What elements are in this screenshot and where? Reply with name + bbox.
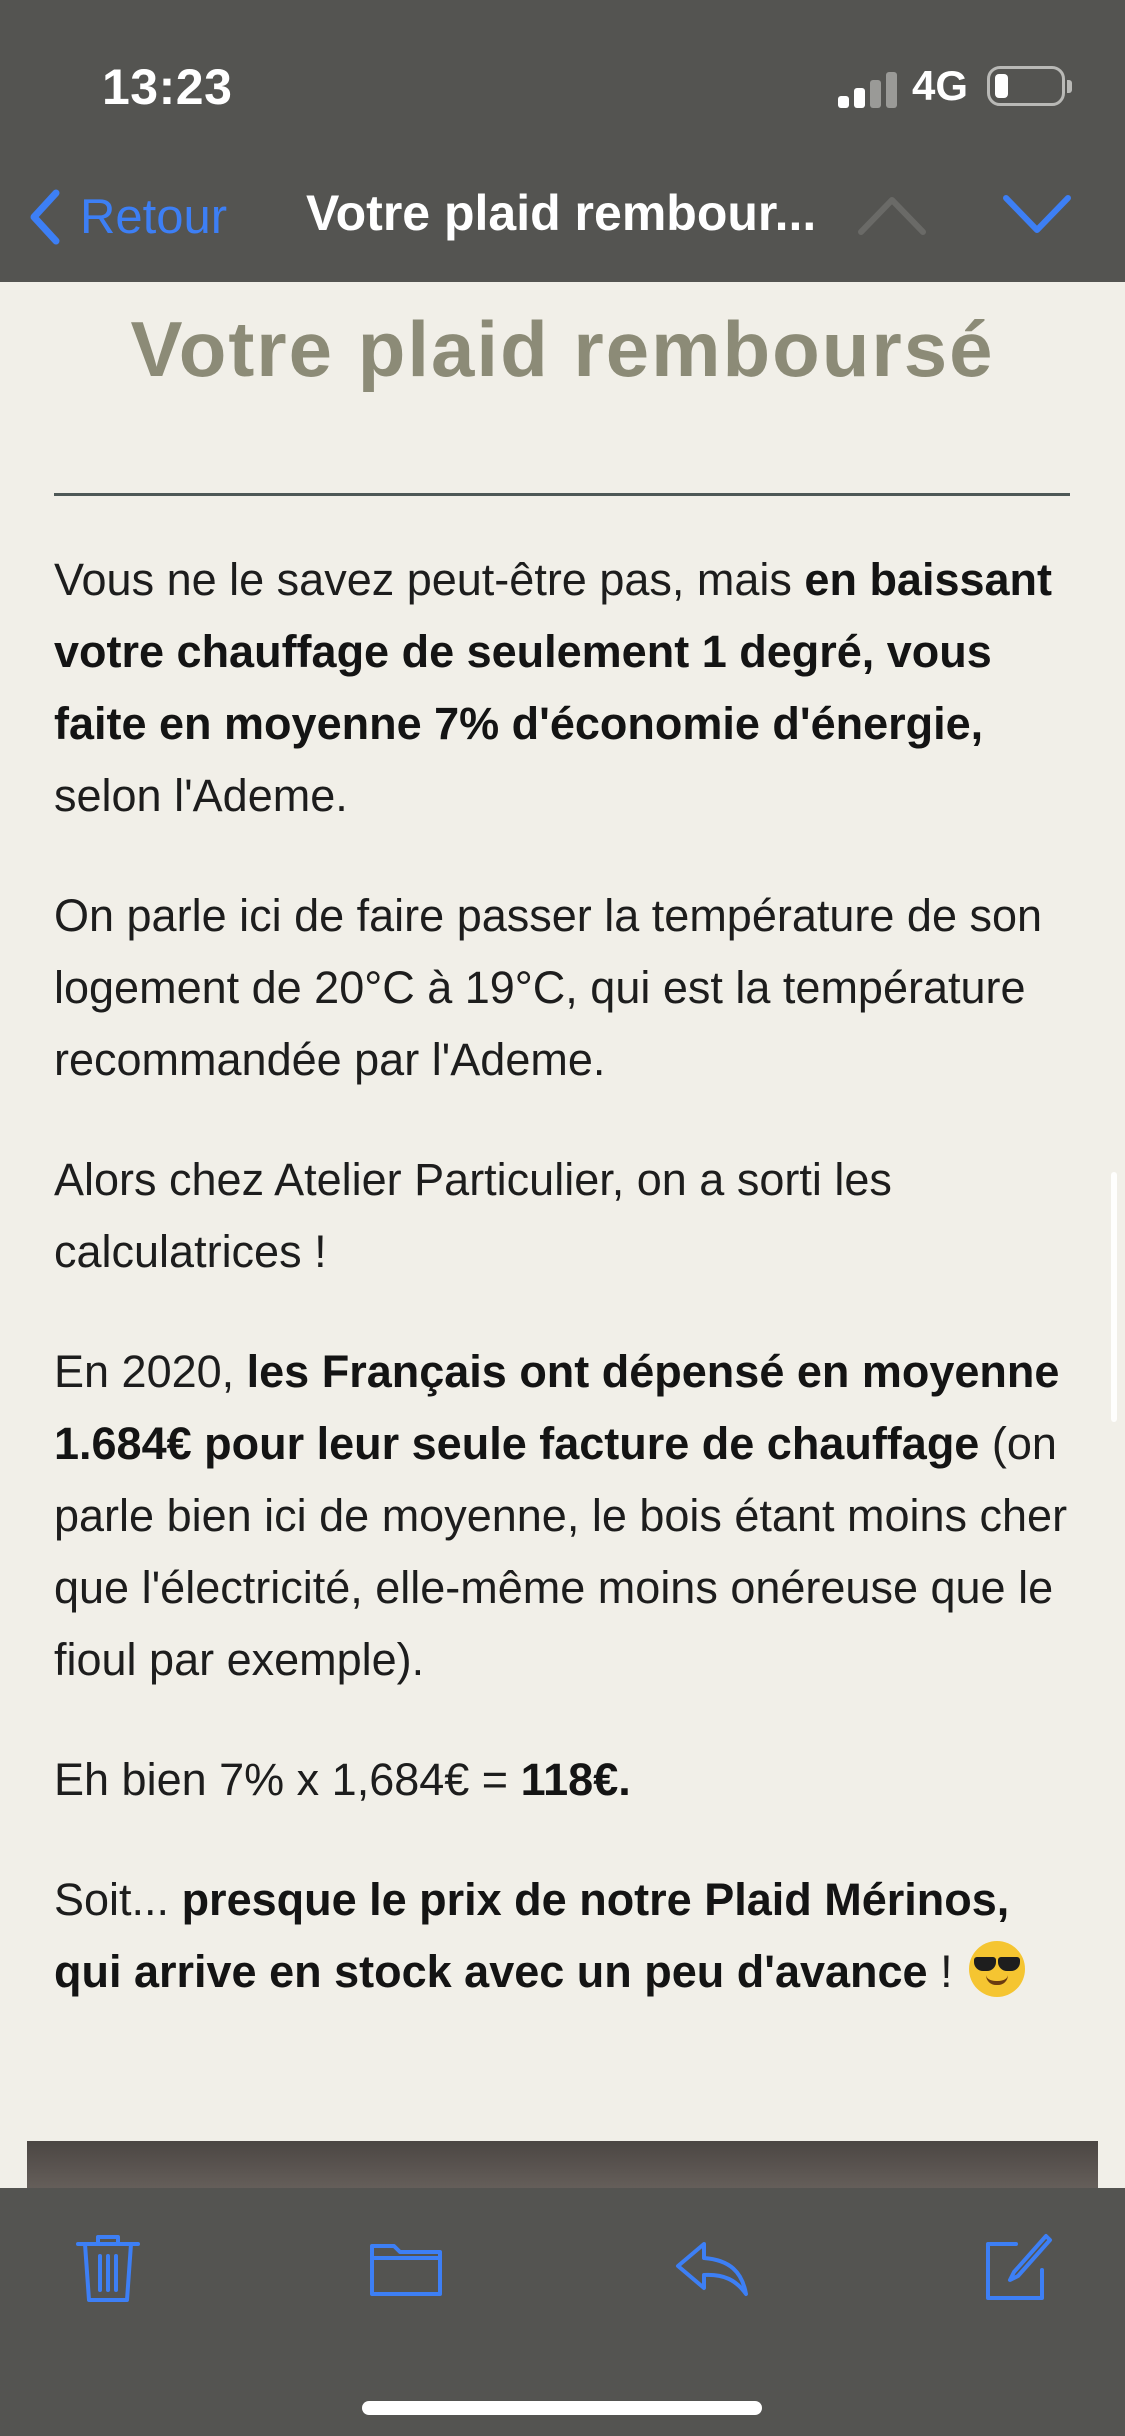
divider	[54, 493, 1070, 496]
trash-icon[interactable]	[68, 2228, 148, 2308]
scroll-indicator[interactable]	[1111, 1172, 1117, 1422]
paragraph-4: En 2020, les Français ont dépensé en moyenne 1.684€ pour leur seule facture de chauffage (on parle bien ici de moyenne, le bois étant moins cher que l'électricité, elle-même moins onéreuse que le fioul par exemple).	[54, 1346, 1068, 1685]
paragraph-5: Eh bien 7% x 1,684€ = 118€.	[54, 1754, 631, 1805]
back-button[interactable]	[26, 182, 227, 252]
product-image	[27, 2141, 1098, 2188]
back-label: Retour	[80, 190, 228, 244]
compose-icon[interactable]	[976, 2228, 1056, 2308]
network-type: 4G	[912, 62, 969, 109]
reply-icon[interactable]	[672, 2228, 752, 2308]
top-bar	[0, 0, 1125, 282]
paragraph-3: Alors chez Atelier Particulier, on a sorti les calculatrices !	[54, 1154, 892, 1277]
bottom-toolbar	[0, 2188, 1125, 2436]
previous-message-button[interactable]	[855, 190, 929, 238]
paragraph-6: Soit... presque le prix de notre Plaid Mérinos, qui arrive en stock avec un peu d'avance !	[54, 1864, 1084, 2008]
folder-icon[interactable]	[366, 2228, 446, 2308]
status-time: 13:23	[102, 59, 233, 115]
email-title: Votre plaid remboursé	[130, 305, 995, 393]
email-subject: Votre plaid rembour...	[306, 185, 817, 241]
paragraph-2: On parle ici de faire passer la température de son logement de 20°C à 19°C, qui est la température recommandée par l'Ademe.	[54, 890, 1043, 1085]
paragraph-1: Vous ne le savez peut-être pas, mais en baissant votre chauffage de seulement 1 degré, vous faite en moyenne 7% d'économie d'énergie, selon l'Ademe.	[54, 554, 1053, 821]
cellular-signal-icon	[838, 72, 900, 108]
chevron-left-icon	[26, 187, 62, 247]
next-message-button[interactable]	[1000, 190, 1074, 238]
sunglasses-emoji-icon	[969, 1941, 1025, 1997]
home-indicator[interactable]	[362, 2401, 762, 2415]
email-body[interactable]	[0, 282, 1125, 2188]
battery-icon	[987, 66, 1065, 106]
